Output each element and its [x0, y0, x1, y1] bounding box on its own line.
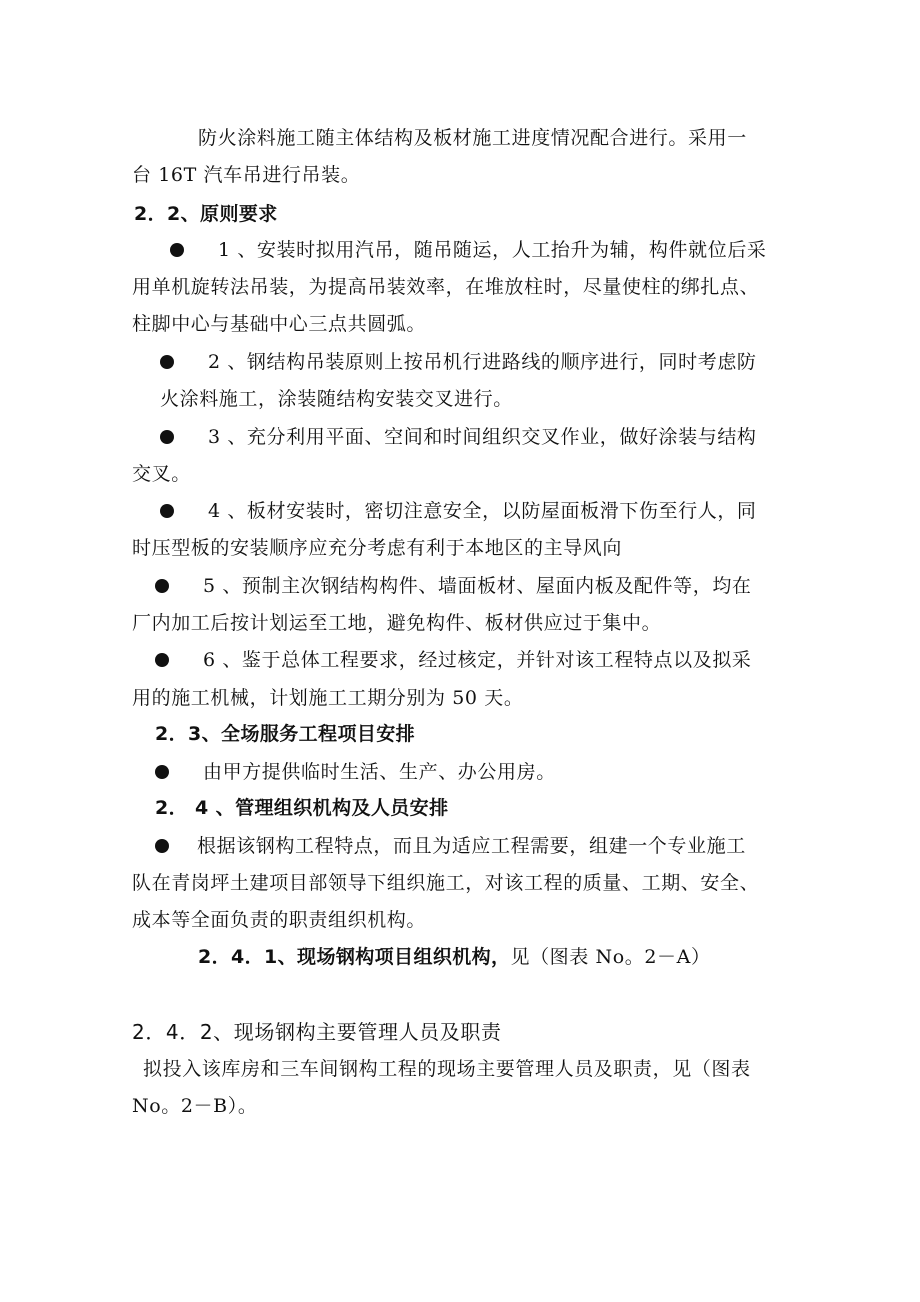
list-item-2-4-line-3: 成本等全面负责的职责组织机构。 [132, 909, 427, 931]
section-heading-2-3: 2．3、全场服务工程项目安排 [155, 723, 416, 745]
list-item-2 [160, 350, 757, 374]
list-item-4-line-1: 4 、板材安装时，密切注意安全，以防屋面板滑下伤至行人，同 [208, 500, 757, 522]
list-item-2-4-line-1: 根据该钢构工程特点，而且为适应工程需要，组建一个专业施工 [197, 835, 746, 857]
list-item-3 [160, 425, 757, 449]
list-item-3-line-2: 交叉。 [132, 463, 191, 485]
list-item-2-line-1: 2 、钢结构吊装原则上按吊机行进路线的顺序进行，同时考虑防 [208, 351, 757, 373]
list-item-2-3 [155, 760, 556, 784]
bullet-icon [170, 243, 184, 257]
bullet-icon [160, 355, 174, 369]
intro-line-1: 防火涂料施工随主体结构及板材施工进度情况配合进行。采用一 [198, 127, 747, 149]
list-item-1-line-2: 用单机旋转法吊装，为提高吊装效率，在堆放柱时，尽量使柱的绑扎点、 [132, 276, 760, 298]
bullet-icon [155, 579, 169, 593]
section-heading-2-4: 2． 4 、管理组织机构及人员安排 [155, 797, 449, 819]
bullet-icon [155, 765, 169, 779]
list-item-5-line-1: 5 、预制主次钢结构构件、墙面板材、屋面内板及配件等，均在 [203, 575, 752, 597]
bullet-icon [155, 653, 169, 667]
list-item-2-3-text: 由甲方提供临时生活、生产、办公用房。 [203, 761, 556, 783]
bullet-icon [160, 504, 174, 518]
intro-line-2: 台 16T 汽车吊进行吊装。 [132, 164, 361, 186]
subsection-2-4-2-line-1: 拟投入该库房和三车间钢构工程的现场主要管理人员及职责，见（图表 [143, 1058, 751, 1080]
list-item-2-line-2: 火涂料施工，涂装随结构安装交叉进行。 [160, 388, 513, 410]
subsection-2-4-1 [198, 945, 711, 969]
bullet-icon [155, 839, 169, 853]
list-item-1-line-1: 1 、安装时拟用汽吊，随吊随运，人工抬升为辅，构件就位后采 [218, 239, 767, 261]
list-item-1 [170, 238, 767, 262]
subsection-2-4-2-line-2: No。2－B）。 [132, 1095, 258, 1117]
list-item-6-line-1: 6 、鉴于总体工程要求，经过核定，并针对该工程特点以及拟采 [203, 649, 752, 671]
list-item-6-line-2: 用的施工机械，计划施工工期分别为 50 天。 [132, 687, 524, 709]
section-heading-2-2: 2．2、原则要求 [134, 203, 278, 225]
list-item-1-line-3: 柱脚中心与基础中心三点共圆弧。 [132, 313, 427, 335]
list-item-5-line-2: 厂内加工后按计划运至工地，避免构件、板材供应过于集中。 [132, 612, 662, 634]
subsection-2-4-2-title: 2．4．2、现场钢构主要管理人员及职责 [132, 1020, 502, 1044]
bullet-icon [160, 430, 174, 444]
list-item-4 [160, 499, 757, 523]
list-item-4-line-2: 时压型板的安装顺序应充分考虑有利于本地区的主导风向 [132, 537, 623, 559]
subsection-2-4-1-ref: 见（图表 No。2－A） [510, 946, 711, 968]
list-item-2-4-line-2: 队在青岗坪土建项目部领导下组织施工，对该工程的质量、工期、安全、 [132, 872, 760, 894]
list-item-6 [155, 648, 752, 672]
list-item-5 [155, 574, 752, 598]
subsection-2-4-1-title: 2．4．1、现场钢构项目组织机构， [198, 946, 511, 968]
list-item-2-4 [155, 834, 746, 858]
list-item-3-line-1: 3 、充分利用平面、空间和时间组织交叉作业，做好涂装与结构 [208, 426, 757, 448]
